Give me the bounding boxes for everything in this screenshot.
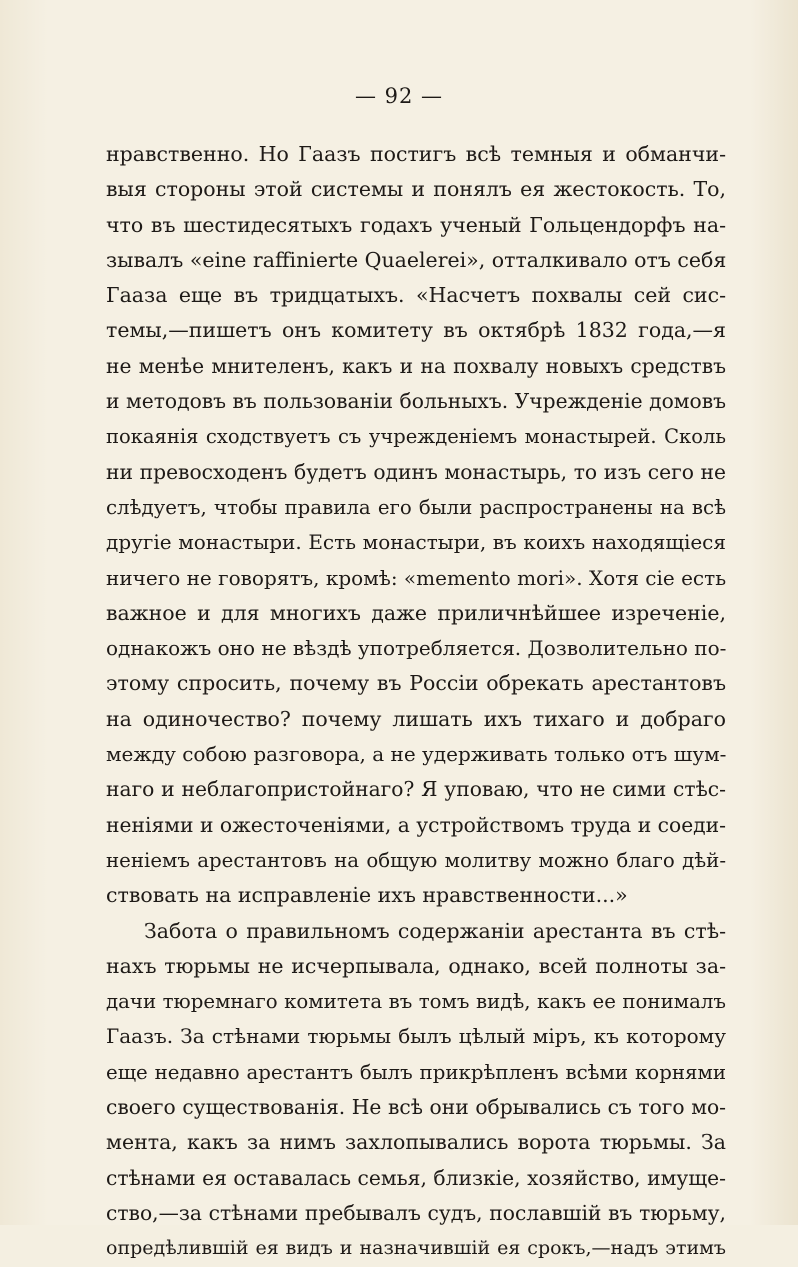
text-line: неніемъ арестантовъ на общую молитву можно благо дѣй- xyxy=(106,848,726,872)
text-line: дачи тюремнаго комитета въ томъ видѣ, какъ ее понималъ xyxy=(106,990,726,1014)
text-line: другіе монастыри. Есть монастыри, въ коихъ находящіеся xyxy=(106,530,726,555)
text-line: темы,—пишетъ онъ комитету въ октябрѣ 1832 года,—я xyxy=(106,318,726,343)
text-line: стѣнами ея оставалась семья, близкіе, хозяйство, имуще- xyxy=(106,1165,726,1190)
text-line: выя стороны этой системы и понялъ ея жестокость. То, xyxy=(106,177,726,202)
text-line: нравственно. Но Гаазъ постигъ всѣ темныя и обманчи- xyxy=(106,142,726,166)
page-number: — 92 — xyxy=(354,84,444,108)
text-line: однакожъ оно не вѣздѣ употребляется. Дозволительно по- xyxy=(106,636,726,661)
text-line: слѣдуетъ, чтобы правила его были распространены на всѣ xyxy=(106,495,726,519)
text-line: этому спросить, почему въ Россіи обрекать арестантовъ xyxy=(106,671,726,696)
text-line: Гаазъ. За стѣнами тюрьмы былъ цѣлый міръ, къ которому xyxy=(106,1024,726,1049)
text-line: неніями и ожесточеніями, а устройствомъ труда и соеди- xyxy=(106,812,726,837)
text-line: ни превосходенъ будетъ одинъ монастырь, то изъ сего не xyxy=(106,459,726,484)
text-line: зывалъ «eine raffinierte Quaelerei», отталкивало отъ себя xyxy=(106,247,726,272)
text-line: между собою разговора, а не удерживать только отъ шум- xyxy=(106,742,726,767)
text-line: важное и для многихъ даже приличнѣйшее изреченіе, xyxy=(106,600,726,625)
text-line: не менѣе мнителенъ, какъ и на похвалу новыхъ средствъ xyxy=(106,353,726,378)
text-line: ствовать на исправленіе ихъ нравственности...» xyxy=(106,883,628,908)
body-text xyxy=(106,137,726,1267)
text-line: ничего не говорятъ, кромѣ: «memento mori». Хотя сіе есть xyxy=(106,565,726,590)
text-line: еще недавно арестантъ былъ прикрѣпленъ всѣми корнями xyxy=(106,1060,726,1084)
text-line: Гааза еще въ тридцатыхъ. «Насчетъ похвалы сей сис- xyxy=(106,283,726,308)
text-line: что въ шестидесятыхъ годахъ ученый Гольцендорфъ на- xyxy=(106,212,726,237)
text-line: и методовъ въ пользованіи больныхъ. Учрежденіе домовъ xyxy=(106,389,726,414)
text-line: опредѣлившій ея видъ и назначившій ея срокъ,—надъ этимъ xyxy=(106,1237,726,1260)
text-line: ство,—за стѣнами пребывалъ судъ, пославшій въ тюрьму, xyxy=(106,1200,726,1225)
text-line: нахъ тюрьмы не исчерпывала, однако, всей полноты за- xyxy=(106,953,726,978)
text-line: покаянія сходствуетъ съ учрежденіемъ монастырей. Сколь xyxy=(106,425,726,449)
text-line: мента, какъ за нимъ захлопывались ворота тюрьмы. За xyxy=(106,1130,726,1155)
text-line: наго и неблагопристойнаго? Я уповаю, что не сими стѣс- xyxy=(106,777,726,802)
text-line: на одиночество? почему лишать ихъ тихаго и добраго xyxy=(106,706,726,731)
text-line: своего существованія. Не всѣ они обрывались съ того мо- xyxy=(106,1095,726,1120)
paragraph-start-line: Забота о правильномъ содержаніи арестанта въ стѣ- xyxy=(144,918,726,943)
